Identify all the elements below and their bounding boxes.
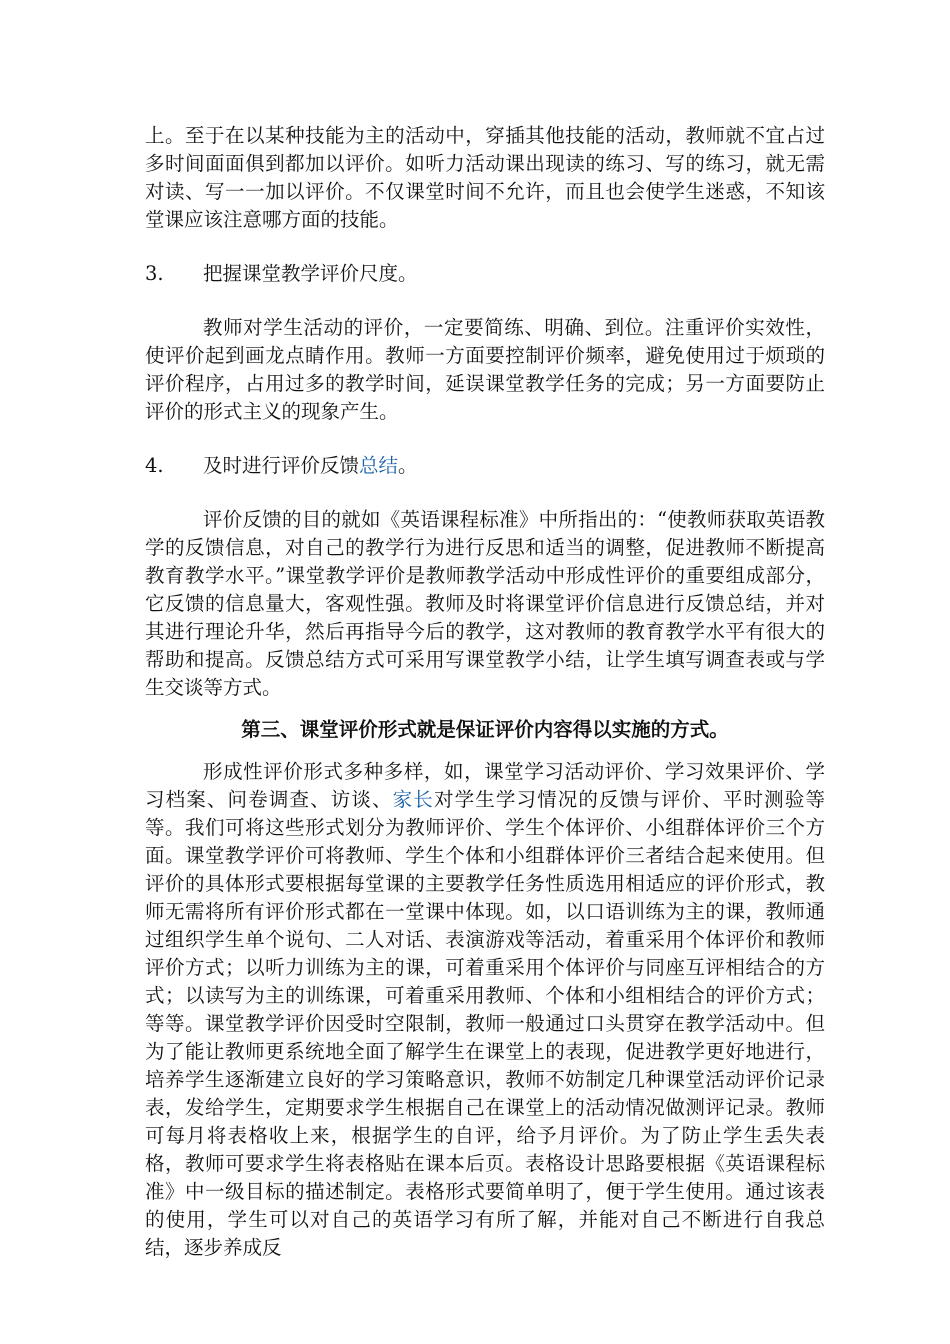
paragraph-feedback: 评价反馈的目的就如《英语课程标准》中所指出的：“使教师获取英语教学的反馈信息，对自己的教学行为进行反思和适当的调整，促进教师不断提高教育教学水平。”课堂教学评价是教师教学活动中形成性评价的重要组成部分，它反馈的信息量大，客观性强。教师及时将课堂评价信息进行反馈总结，并对其进行理论升华，然后再指导今后的教学，这对教师的教育教学水平有很大的帮助和提高。反馈总结方式可采用写课堂教学小结，让学生填写调查表或与学生交谈等方式。 [145,508,825,699]
paragraph-text-part: 对学生学习情况的反馈与评价、平时测验等等。我们可将这些形式划分为教师评价、学生个体评价、小组群体评价三个方面。课堂教学评价可将教师、学生个体和小组群体评价三者结合起来使用。但评价的具体形式要根据每堂课的主要教学任务性质选用相适应的评价形式，教师无需将所有评价形式都在一堂课中体现。如，以口语训练为主的课，教师通过组织学生单个说句、二人对话、表演游戏等活动，着重采用个体评价和教师评价方式；以听力训练为主的课，可着重采用个体评价与同座互评相结合的方式；以读写为主的训练课，可着重采用教师、个体和小组相结合的评价方式；等等。课堂教学评价因受时空限制，教师一般通过口头贯穿在教学活动中。但为了能让教师更系统地全面了解学生在课堂上的表现，促进教学更好地进行，培养学生逐渐建立良好的学习策略意识，教师不妨制定几种课堂活动评价记录表，发给学生，定期要求学生根据自己在课堂上的活动情况做测评记录。教师可每月将表格收上来，根据学生的自评，给予月评价。为了防止学生丢失表格，教师可要求学生将表格贴在课本后页。表格设计思路要根据《英语课程标准》中一级目标的描述制定。表格形式要简单明了，便于学生使用。通过该表的使用，学生可以对自己的英语学习有所了解，并能对自己不断进行自我总结，逐步养成反 [145,788,825,1259]
heading-text-part: 及时进行评价反馈 [203,454,360,477]
item-heading-text [203,452,418,480]
item-heading-4 [145,452,825,480]
paragraph-evaluation-forms [145,758,825,1262]
item-heading-text: 把握课堂教学评价尺度。 [203,262,418,285]
section-title: 第三、课堂评价形式就是保证评价内容得以实施的方式。 [241,718,729,741]
paragraph-text-part: 形成性评价形式多种多样，如，课堂学习活动评价、学习效果评价、学习档案、问卷调查、访谈、 [145,760,825,811]
parents-link[interactable]: 家长 [392,788,434,811]
paragraph-continuation: 上。至于在以某种技能为主的活动中，穿插其他技能的活动，教师就不宜占过多时间面面俱到都加以评价。如听力活动课出现读的练习、写的练习，就无需对读、写一一加以评价。不仅课堂时间不允许，而且也会使学生迷惑，不知该堂课应该注意哪方面的技能。 [145,124,825,231]
item-heading-3 [145,260,825,288]
item-number: 4. [145,454,164,477]
item-number: 3. [145,262,164,285]
heading-text-end: 。 [398,454,418,477]
document-page [145,122,825,1262]
summary-link[interactable]: 总结 [359,454,399,477]
paragraph-evaluation-scale: 教师对学生活动的评价，一定要简练、明确、到位。注重评价实效性，使评价起到画龙点睛作用。教师一方面要控制评价频率，避免使用过于烦琐的评价程序，占用过多的教学时间，延误课堂教学任务的完成；另一方面要防止评价的形式主义的现象产生。 [145,316,825,423]
